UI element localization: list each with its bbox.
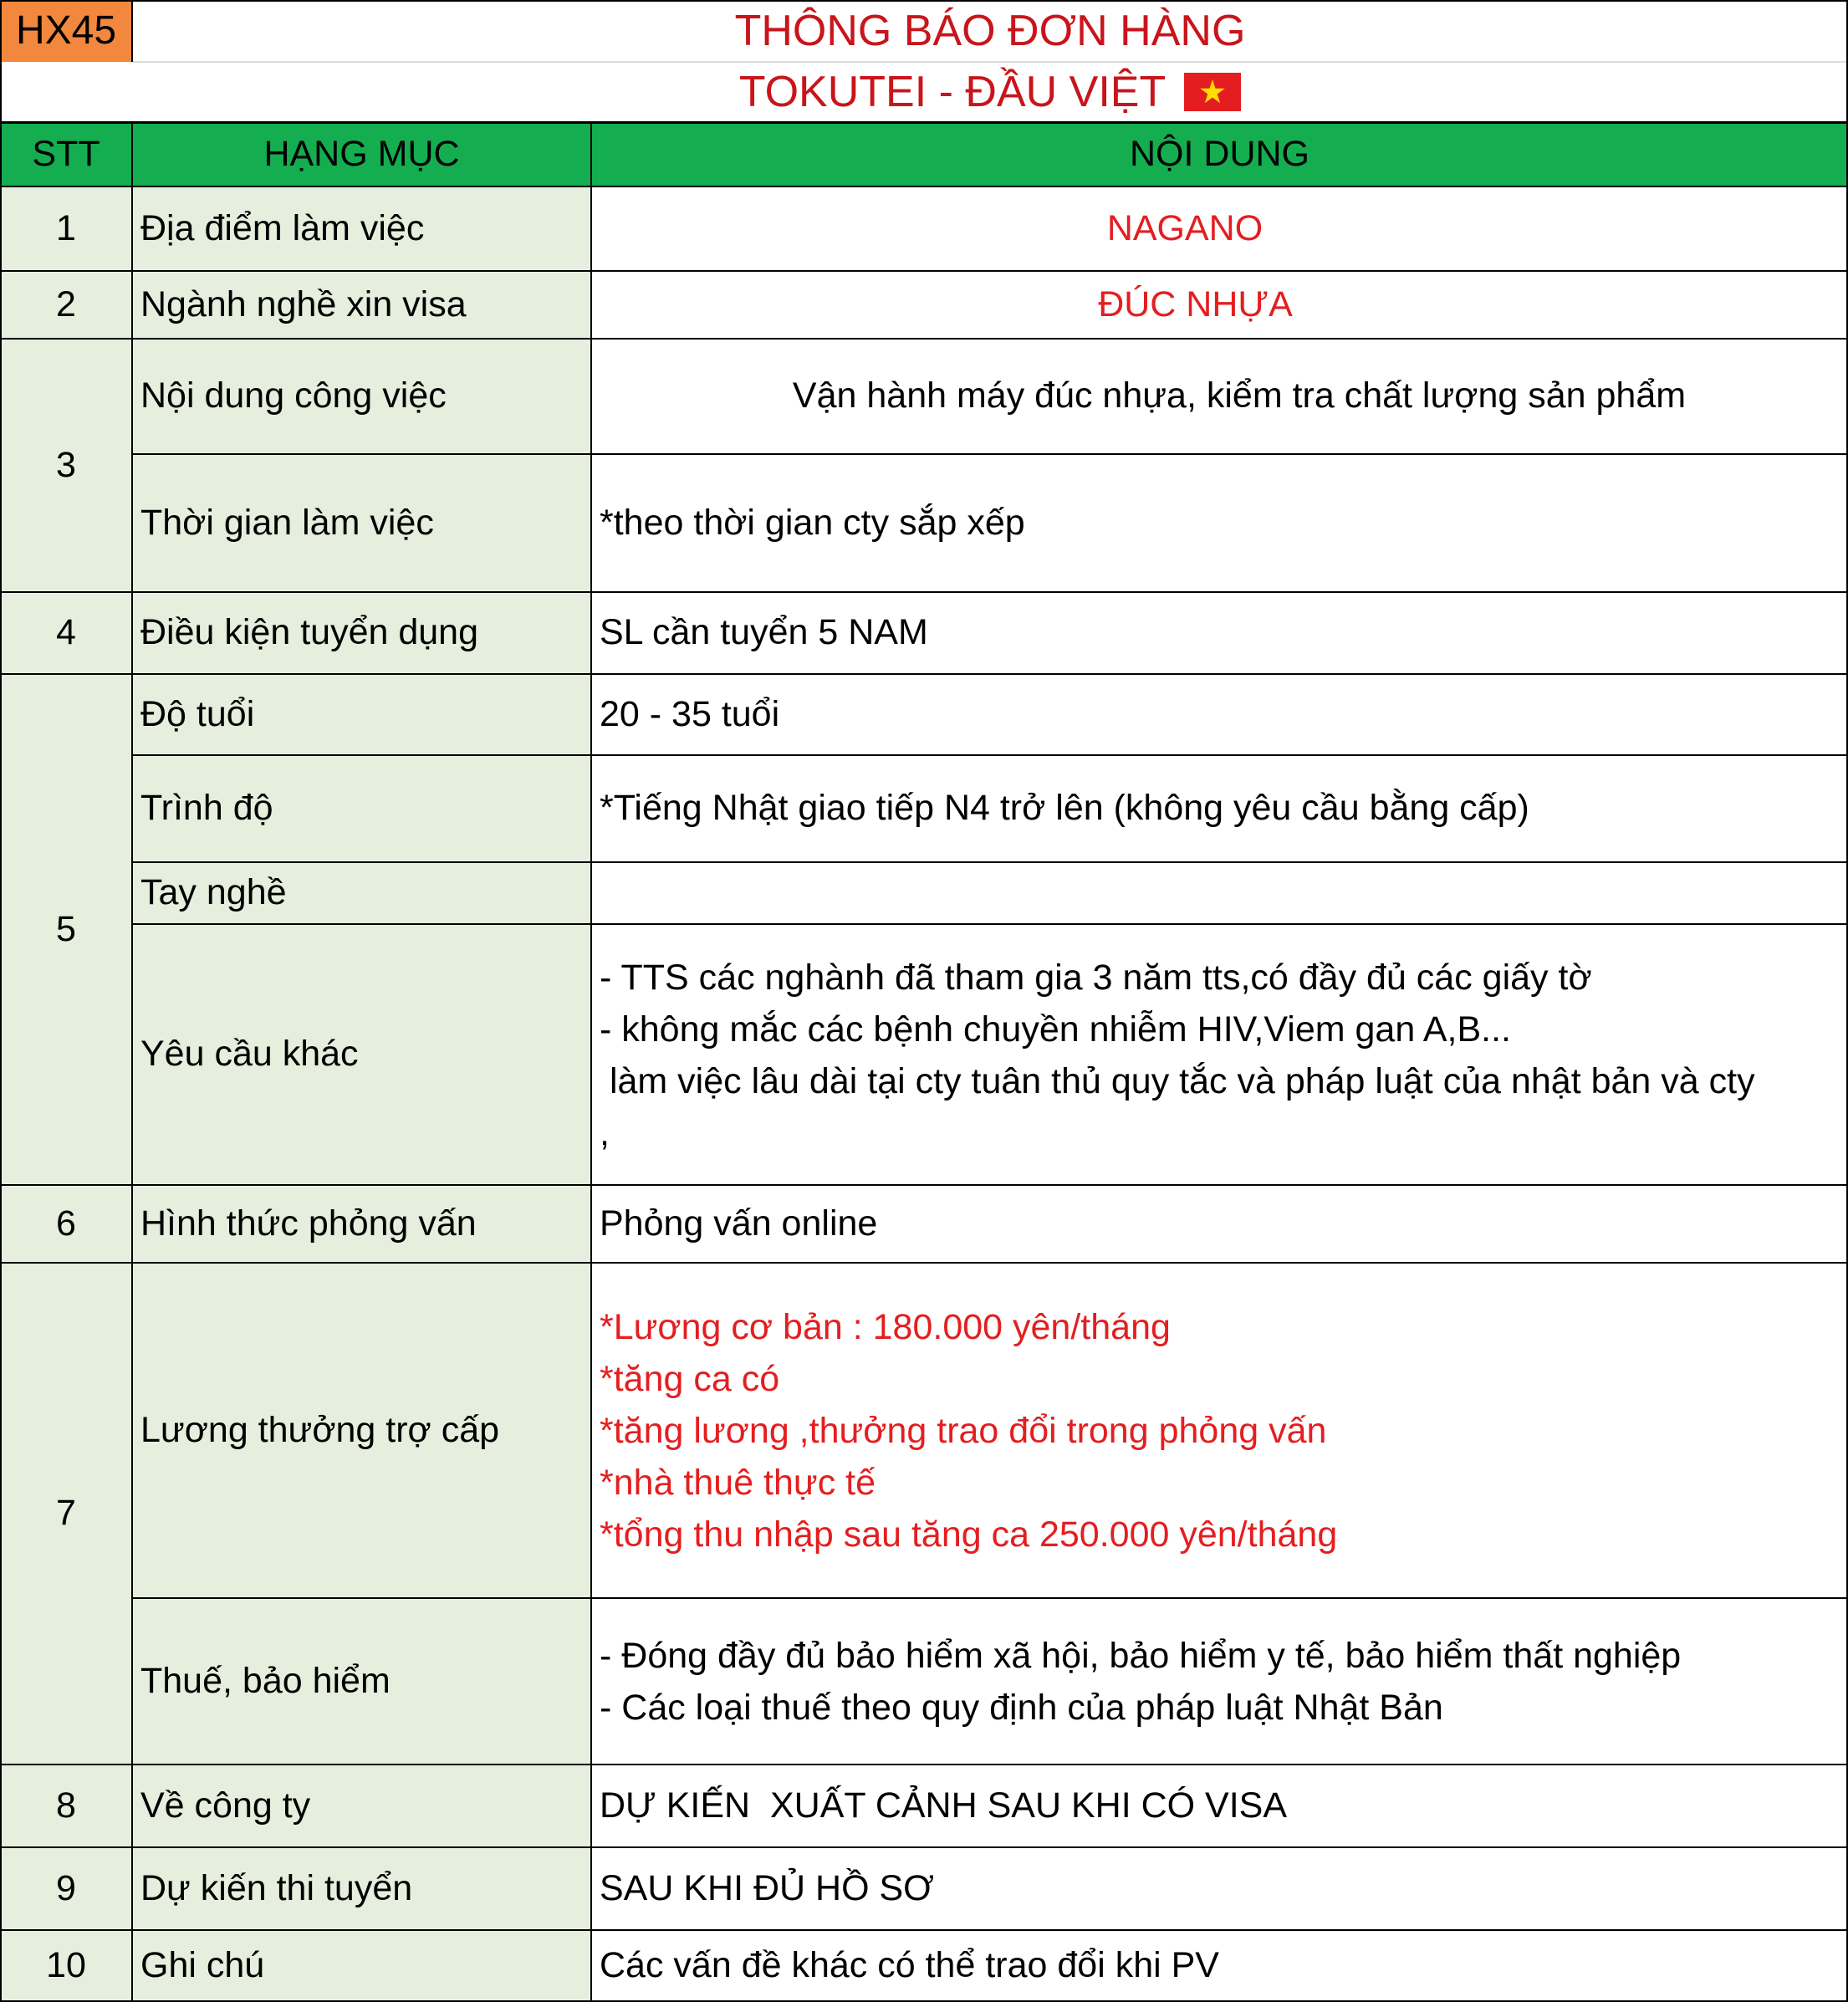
row-2-stt: 2 [0, 271, 132, 339]
grid-line [0, 186, 1848, 187]
salary-line: *nhà thuê thực tế [600, 1462, 876, 1503]
row-2-content: ĐÚC NHỰA [1098, 283, 1293, 324]
grid-line [131, 0, 133, 62]
other-requirement-line: - TTS các nghành đã tham gia 3 năm tts,có đầy đủ các giấy tờ [600, 958, 1592, 998]
row-4-item: Điều kiện tuyển dụng [132, 592, 591, 674]
row-3b-content: *theo thời gian cty sắp xếp [600, 502, 1025, 543]
grid-line [132, 861, 1848, 863]
title-line-2-container [132, 62, 1848, 122]
row-3b-item: Thời gian làm việc [132, 454, 591, 592]
row-9-item: Dự kiến thi tuyển [132, 1847, 591, 1930]
grid-line [0, 0, 1848, 2]
row-5c-content [591, 862, 1848, 924]
row-8-stt: 8 [0, 1765, 132, 1847]
salary-line: *tăng lương ,thưởng trao đổi trong phỏng vấn [600, 1410, 1327, 1451]
row-7-stt: 7 [0, 1263, 132, 1765]
salary-line: *tổng thu nhập sau tăng ca 250.000 yên/tháng [600, 1514, 1338, 1555]
row-6-item: Hình thức phỏng vấn [132, 1185, 591, 1263]
title-line-2: TOKUTEI - ĐẦU VIỆT [738, 67, 1166, 116]
row-3-stt: 3 [0, 339, 132, 592]
grid-line [0, 1846, 1848, 1848]
title-line-1: THÔNG BÁO ĐƠN HÀNG [734, 6, 1246, 55]
grid-line [590, 122, 592, 2002]
grid-line [131, 122, 133, 2002]
header-stt: STT [0, 122, 132, 186]
row-5-stt: 5 [0, 674, 132, 1185]
grid-line [132, 923, 1848, 925]
salary-line: *Lương cơ bản : 180.000 yên/tháng [600, 1306, 1171, 1347]
row-10-stt: 10 [0, 1930, 132, 2002]
row-4-stt: 4 [0, 592, 132, 674]
grid-line [0, 673, 1848, 675]
row-3a-content: Vận hành máy đúc nhựa, kiểm tra chất lượng sản phẩm [792, 375, 1687, 416]
grid-line [0, 591, 1848, 593]
row-8-item: Về công ty [132, 1765, 591, 1847]
grid-line [0, 1764, 1848, 1765]
row-10-item: Ghi chú [132, 1930, 591, 2002]
row-1-item: Địa điểm làm việc [132, 186, 591, 271]
other-requirement-line: , [600, 1113, 610, 1153]
grid-line [132, 1597, 1848, 1599]
row-5a-content: 20 - 35 tuổi [600, 693, 780, 734]
grid-line [0, 121, 1848, 124]
row-7b-item: Thuế, bảo hiểm [132, 1598, 591, 1765]
grid-line [0, 0, 2, 2002]
row-6-stt: 6 [0, 1185, 132, 1263]
row-7a-content [591, 1263, 1848, 1598]
row-5d-item: Yêu cầu khác [132, 924, 591, 1185]
order-code: HX45 [0, 0, 132, 62]
grid-line [0, 1262, 1848, 1264]
row-1-content: NAGANO [1106, 207, 1263, 248]
row-6-content: Phỏng vấn online [600, 1203, 878, 1244]
grid-line [132, 754, 1848, 756]
row-10-content: Các vấn đề khác có thể trao đổi khi PV [600, 1945, 1219, 1986]
row-5d-content [591, 924, 1848, 1185]
other-requirement-line: - không mắc các bệnh chuyền nhiễm HIV,Viem gan A,B... [600, 1009, 1511, 1050]
other-requirement-line: làm việc lâu dài tại cty tuân thủ quy tắc và pháp luật của nhật bản và cty [600, 1061, 1755, 1101]
row-5c-item: Tay nghề [132, 862, 591, 924]
title-divider [132, 61, 1848, 63]
row-5b-content: *Tiếng Nhật giao tiếp N4 trở lên (không yêu cầu bằng cấp) [600, 788, 1529, 829]
row-5a-item: Độ tuổi [132, 674, 591, 755]
row-9-stt: 9 [0, 1847, 132, 1930]
row-5b-item: Trình độ [132, 755, 591, 862]
row-7b-content [591, 1598, 1848, 1765]
header-item: HẠNG MỤC [132, 122, 591, 186]
row-2-item: Ngành nghề xin visa [132, 271, 591, 339]
header-content: NỘI DUNG [591, 122, 1848, 186]
row-8-content: DỰ KIẾN XUẤT CẢNH SAU KHI CÓ VISA [600, 1785, 1288, 1826]
tax-insurance-line: - Đóng đầy đủ bảo hiểm xã hội, bảo hiểm y tế, bảo hiểm thất nghiệp [600, 1635, 1682, 1676]
tax-insurance-line: - Các loại thuế theo quy định của pháp luật Nhật Bản [600, 1687, 1443, 1728]
row-9-content: SAU KHI ĐỦ HỒ SƠ [600, 1867, 935, 1908]
row-4-content: SL cần tuyển 5 NAM [600, 612, 928, 653]
row-3a-item: Nội dung công việc [132, 339, 591, 454]
grid-line [0, 338, 1848, 340]
vietnam-flag-icon [1184, 73, 1241, 111]
row-7a-item: Lương thưởng trợ cấp [132, 1263, 591, 1598]
salary-line: *tăng ca có [600, 1358, 780, 1399]
grid-line [0, 1929, 1848, 1931]
row-1-stt: 1 [0, 186, 132, 271]
grid-line [0, 270, 1848, 272]
grid-line [0, 1184, 1848, 1186]
grid-line [132, 453, 1848, 455]
